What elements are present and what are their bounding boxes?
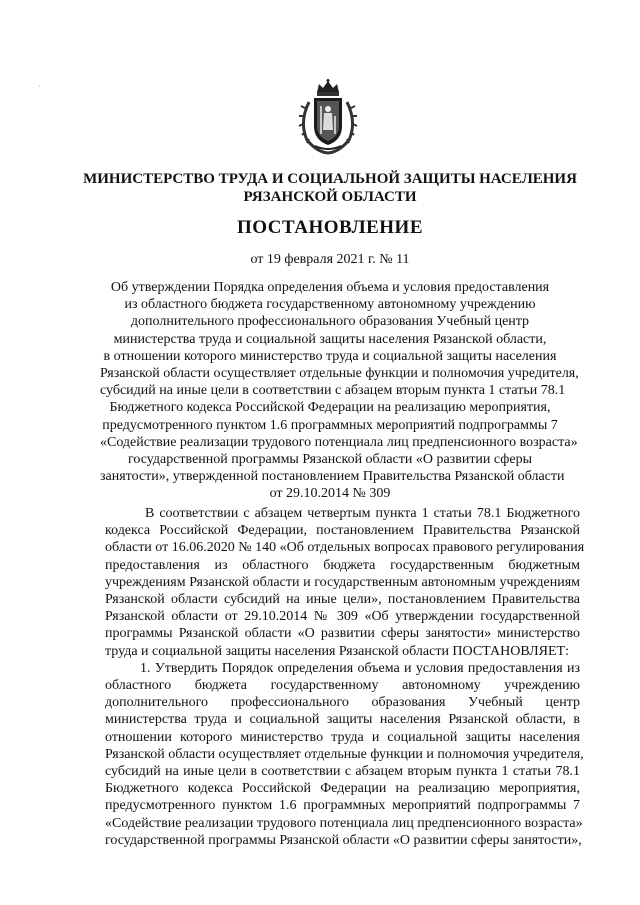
document-type: ПОСТАНОВЛЕНИЕ	[236, 217, 424, 238]
ministry-line-2: РЯЗАНСКОЙ ОБЛАСТИ	[243, 189, 417, 205]
document-subject	[100, 279, 579, 503]
subject-line: предусмотренного пунктом 1.6 программных мероприятий подпрограммы 7	[102, 417, 558, 433]
body-line: программы Рязанской области «О развитии сферы занятости» министерство	[105, 626, 580, 642]
subject-line: от 29.10.2014 № 309	[269, 486, 391, 502]
scan-mark: ·	[38, 82, 41, 91]
paragraph-preamble	[105, 505, 585, 660]
subject-line: занятости», утвержденной постановлением Правительства Рязанской области	[100, 469, 565, 485]
subject-line: Об утверждении Порядка определения объема и условия предоставления	[110, 280, 550, 295]
body-line: кодекса Российской Федерации, постановлением Правительства Рязанской	[105, 523, 580, 539]
body-line: государственной программы Рязанской области «О развитии сферы занятости»,	[105, 832, 582, 848]
body-line: Рязанской области от 29.10.2014 № 309 «Об утверждении государственной	[105, 609, 580, 625]
body-line: дополнительного профессионального образования Учебный центр	[105, 695, 580, 711]
subject-line: «Содействие реализации трудового потенциала лиц предпенсионного возраста»	[100, 434, 578, 450]
body-line: областного бюджета государственному автономному учреждению	[105, 678, 580, 694]
body-line: Рязанской области субсидий на иные цели», постановлением Правительства	[105, 592, 580, 608]
subject-line: Бюджетного кодекса Российской Федерации на реализацию мероприятия,	[109, 400, 551, 416]
document-body	[105, 505, 585, 849]
body-line: труда и социальной защиты населения Рязанской области ПОСТАНОВЛЯЕТ:	[105, 643, 569, 659]
body-line: 1. Утвердить Порядок определения объема и условия предоставления из	[140, 660, 580, 676]
body-line: предоставления из областного бюджета государственным бюджетным	[105, 557, 580, 573]
subject-line: Рязанской области осуществляет отдельные функции и полномочия учредителя,	[100, 366, 579, 382]
subject-line: министерства труда и социальной защиты населения Рязанской области,	[113, 331, 547, 347]
ministry-name	[60, 170, 600, 206]
body-line: Бюджетного кодекса Российской Федерации на реализацию мероприятия,	[105, 781, 580, 797]
coat-of-arms-icon	[297, 78, 359, 156]
subject-line: из областного бюджета государственному автономному учреждению	[124, 297, 536, 313]
subject-line: субсидий на иные цели в соответствии с абзацем вторым пункта 1 статьи 78.1	[100, 383, 566, 399]
ministry-line-1: МИНИСТЕРСТВО ТРУДА И СОЦИАЛЬНОЙ ЗАЩИТЫ НАСЕЛЕНИЯ	[83, 171, 577, 187]
body-line: «Содействие реализации трудового потенциала лиц предпенсионного возраста»	[105, 815, 583, 831]
body-line: министерства труда и социальной защиты населения Рязанской области, в	[105, 712, 580, 728]
body-line: предусмотренного пунктом 1.6 программных мероприятий подпрограммы 7	[105, 798, 580, 814]
document-date-number: от 19 февраля 2021 г. № 11	[250, 252, 410, 267]
body-line: учреждениям Рязанской области и государственным автономным учреждениям	[105, 574, 580, 590]
body-line: Рязанской области осуществляет отдельные функции и полномочия учредителя,	[105, 746, 584, 762]
body-line: области от 16.06.2020 № 140 «Об отдельных вопросах правового регулирования	[105, 540, 585, 556]
body-line: отношении которого министерство труда и социальной защиты населения	[105, 729, 580, 745]
body-line: субсидий на иные цели в соответствии с абзацем вторым пункта 1 статьи 78.1	[105, 764, 580, 780]
subject-line: государственной программы Рязанской области «О развитии сферы	[127, 452, 532, 468]
paragraph-item-1	[105, 660, 584, 849]
body-line: В соответствии с абзацем четвертым пункта 1 статьи 78.1 Бюджетного	[145, 506, 580, 521]
subject-line: дополнительного профессионального образования Учебный центр	[130, 314, 530, 330]
subject-line: в отношении которого министерство труда и социальной защиты населения	[103, 348, 557, 364]
